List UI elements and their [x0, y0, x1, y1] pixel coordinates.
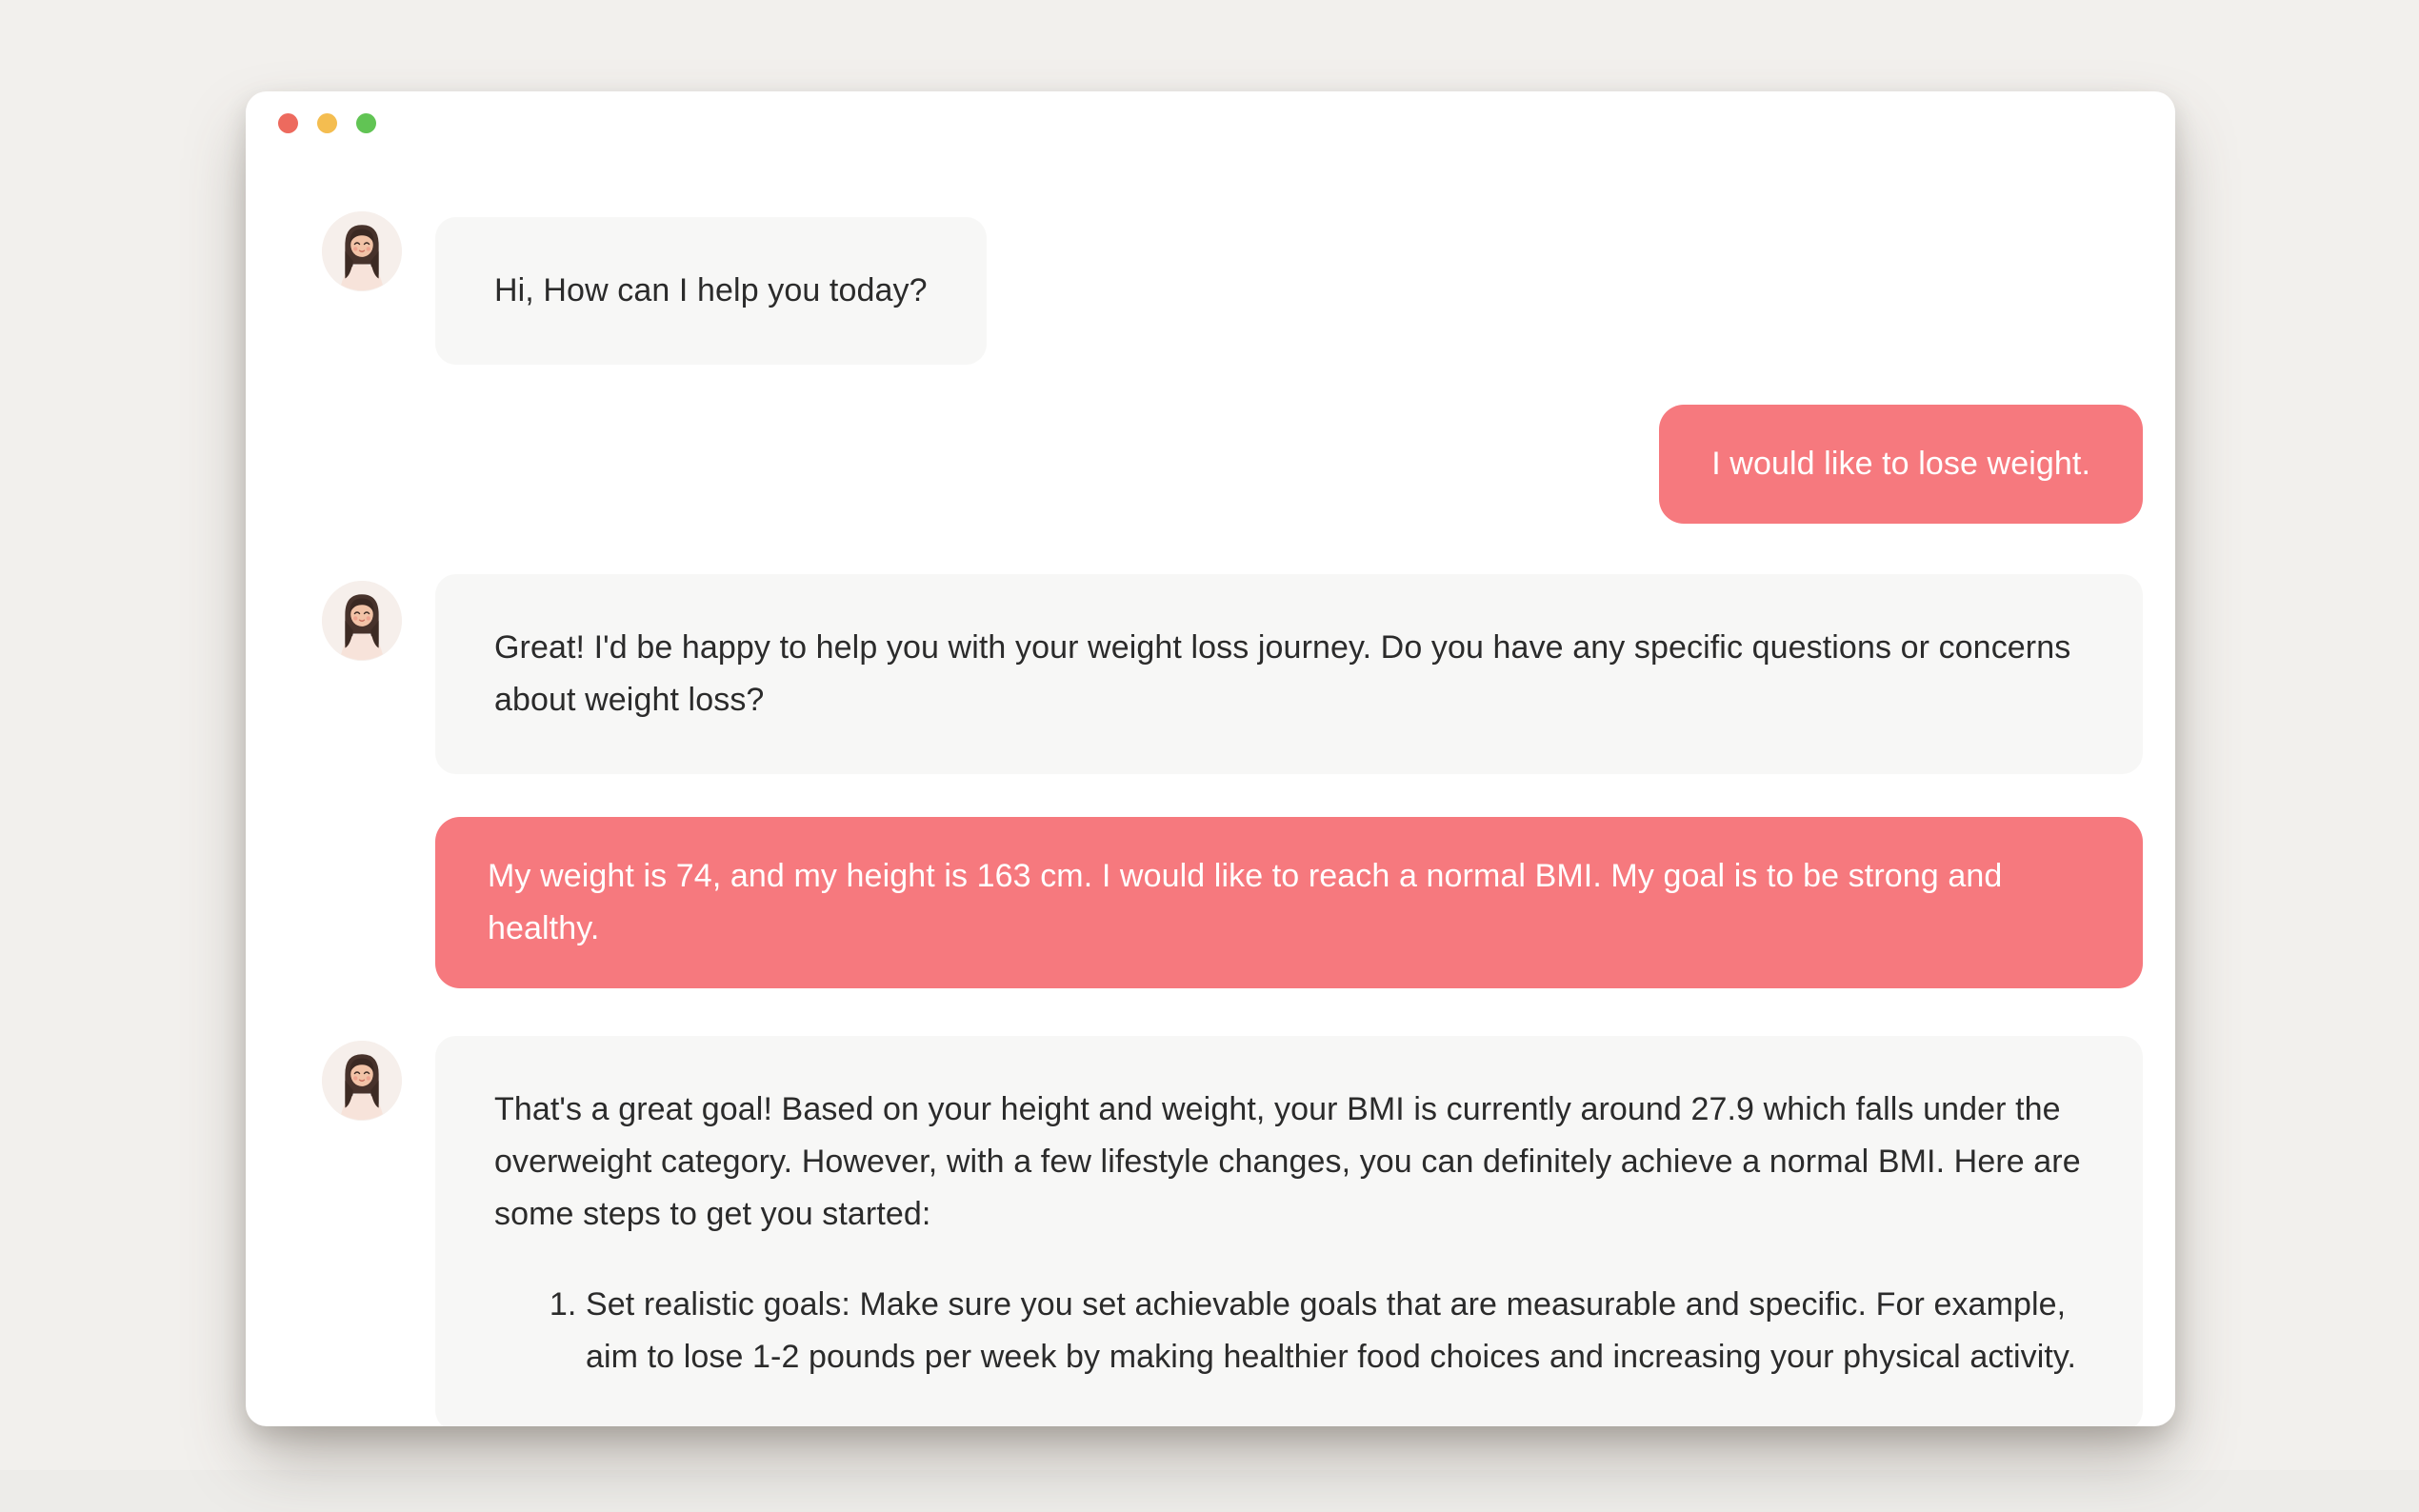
assistant-avatar [322, 1041, 402, 1121]
woman-avatar-icon [322, 581, 402, 661]
assistant-message-bubble [435, 217, 987, 365]
assistant-message-bubble [435, 574, 2143, 774]
user-message-bubble [435, 817, 2143, 988]
assistant-avatar [322, 211, 402, 291]
user-message-text: I would like to lose weight. [1711, 446, 2090, 482]
assistant-message-list-item: 1. Set realistic goals: Make sure you set achievable goals that are measurable and specific. For example, aim to lose 1-2 pounds per week by making healthier food choices and increasing your physical activity. [586, 1279, 2084, 1383]
assistant-avatar [322, 581, 402, 661]
user-message-text: My weight is 74, and my height is 163 cm. I would like to reach a normal BMI. My goal is to be strong and healthy. [488, 858, 2003, 946]
chat-window [246, 91, 2175, 1426]
woman-avatar-icon [322, 1041, 402, 1121]
assistant-message-text: Hi, How can I help you today? [494, 272, 928, 308]
chat-scroll-area[interactable] [246, 91, 2175, 1426]
assistant-message-text: Great! I'd be happy to help you with your weight loss journey. Do you have any specific questions or concerns about weight loss? [494, 629, 2071, 718]
user-message-bubble [1659, 405, 2143, 524]
assistant-message-list [494, 1279, 2084, 1383]
assistant-message-text: That's a great goal! Based on your height and weight, your BMI is currently around 27.9 which falls under the overweight category. However, with a few lifestyle changes, you can definitely achieve a normal BMI. Here are some steps to get you started: [494, 1091, 2081, 1232]
assistant-message-bubble [435, 1036, 2143, 1426]
woman-avatar-icon [322, 211, 402, 291]
desktop-bottom-strip [0, 1470, 2419, 1512]
